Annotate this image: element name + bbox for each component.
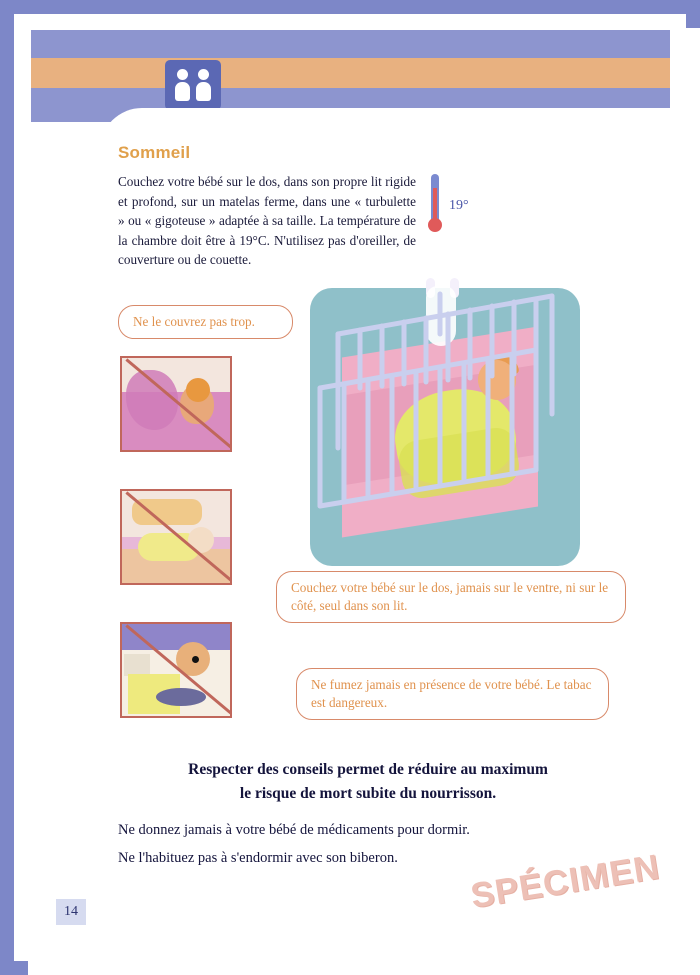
body-paragraph: Couchez votre bébé sur le dos, dans son propre lit rigide et profond, sur un matelas ferme, dans une « turbulette » ou « gigoteuse » adaptée à sa taille. La température de la chambre doit être à 19°C. N'utilisez pas d'oreiller, de couverture ou de couette.	[118, 174, 416, 267]
key-statement-line2: le risque de mort subite du nourrisson.	[239, 785, 497, 802]
closing-line-2: Ne l'habituez pas à s'endormir avec son biberon.	[118, 850, 398, 866]
page-number: 14	[56, 899, 86, 925]
thermometer-label: 19°	[449, 198, 469, 213]
key-statement-line1: Respecter des conseils permet de réduire au maximum	[188, 761, 548, 778]
crib-rails-icon	[300, 238, 590, 568]
specimen-watermark: SPÉCIMEN	[468, 847, 663, 916]
two-figures-icon	[165, 60, 221, 110]
page-title: Sommeil	[118, 143, 191, 162]
key-statement	[118, 758, 618, 806]
crib-illustration	[300, 238, 590, 568]
callout-back-sleeping: Couchez votre bébé sur le dos, jamais sur le ventre, ni sur le côté, seul dans son lit.	[276, 571, 626, 623]
thumb-smoking-near-baby	[120, 622, 232, 718]
closing-line-1: Ne donnez jamais à votre bébé de médicaments pour dormir.	[118, 822, 470, 838]
header-stripe	[31, 58, 670, 88]
thumb-baby-on-stomach	[120, 489, 232, 585]
thumb-overcovered-baby	[120, 356, 232, 452]
thermometer-icon	[427, 174, 443, 240]
callout-no-smoking: Ne fumez jamais en présence de votre bébé. Le tabac est dangereux.	[296, 668, 609, 720]
callout-do-not-overcover: Ne le couvrez pas trop.	[118, 305, 293, 339]
